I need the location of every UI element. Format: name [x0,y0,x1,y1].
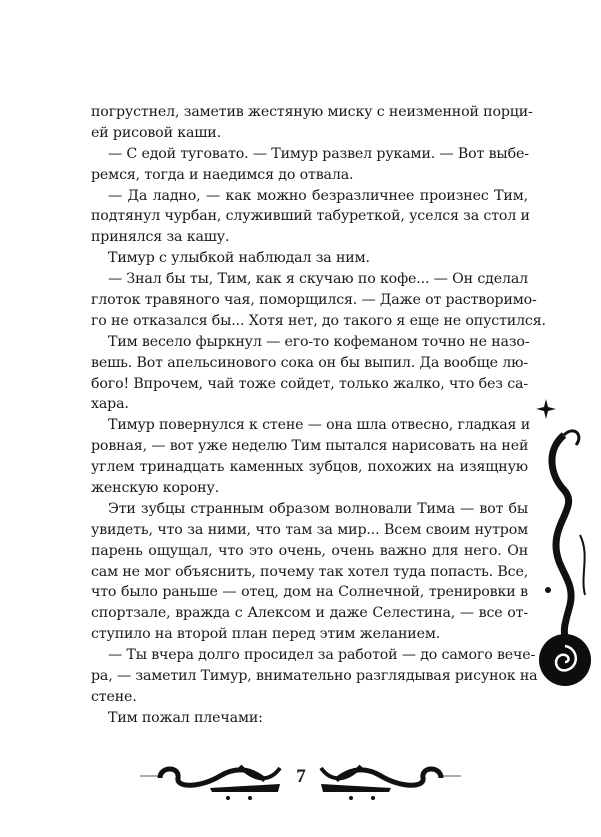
page-footer [0,758,601,818]
text-line: глоток травяного чая, поморщился. — Даже от растворимо- [91,292,537,309]
text-line: парень ощущал, что это очень, очень важно для него. Он [91,542,528,559]
text-line: стене. [91,688,137,705]
text-line: подтянул чурбан, служивший табуреткой, уселся за стол и [91,208,530,225]
text-line: ступило на второй план перед этим желанием. [91,626,441,643]
text-line: — Ты вчера долго просидел за работой — до самого вече- [108,647,536,664]
text-line: сам не мог объяснить, почему так хотел туда попасть. Все, [91,563,529,580]
text-line: бого! Впрочем, чай тоже сойдет, только жалко, что без са- [91,375,528,392]
text-line: — С едой туговато. — Тимур развел руками. — Вот выбе- [108,145,529,162]
text-line: ремся, тогда и наедимся до отвала. [91,166,354,183]
text-line: Эти зубцы странным образом волновали Тима — вот бы [108,500,528,517]
text-line: ра, — заметил Тимур, внимательно разглядывая рисунок на [91,668,538,685]
text-line: Тим пожал плечами: [108,709,263,726]
text-line: погрустнел, заметив жестяную миску с неизменной порци- [91,104,533,120]
text-line: Тимур с улыбкой наблюдал за ним. [108,250,370,267]
text-line: хара. [91,396,129,413]
right-flourish-icon [316,762,461,802]
body-text [91,102,546,729]
text-line: Тим весело фыркнул — его-то кофеманом точно не назо- [108,333,530,350]
swirl-ornament-icon [530,395,600,695]
text-line: ровная, — вот уже неделю Тим пытался нарисовать на ней [91,438,529,455]
text-line: Тимур повернулся к стене — она шла отвесно, гладкая и [108,417,531,434]
text-line: женскую корону. [91,480,220,497]
page-number: 7 [296,766,306,787]
text-line: вешь. Вот апельсинового сока он бы выпил. Да вообще лю- [91,354,528,371]
text-line: — Да ладно, — как можно безразличнее произнес Тим, [108,187,528,204]
text-line: го не отказался бы... Хотя нет, до такого я еще не опустился. [91,312,546,329]
text-line: увидеть, что за ними, что там за мир... Всем своим нутром [91,521,528,538]
text-line: что было раньше — отец, дом на Солнечной, тренировки в [91,584,528,601]
text-line: — Знал бы ты, Тим, как я скучаю по кофе... — Он сделал [108,271,528,288]
text-line: принялся за кашу. [91,229,230,246]
text-line: углем тринадцать каменных зубцов, похожих на изящную [91,459,528,476]
text-line: ей рисовой каши. [91,124,221,141]
text-line: спортзале, вражда с Алексом и даже Селестина, — все от- [91,605,528,622]
left-flourish-icon [140,762,285,802]
